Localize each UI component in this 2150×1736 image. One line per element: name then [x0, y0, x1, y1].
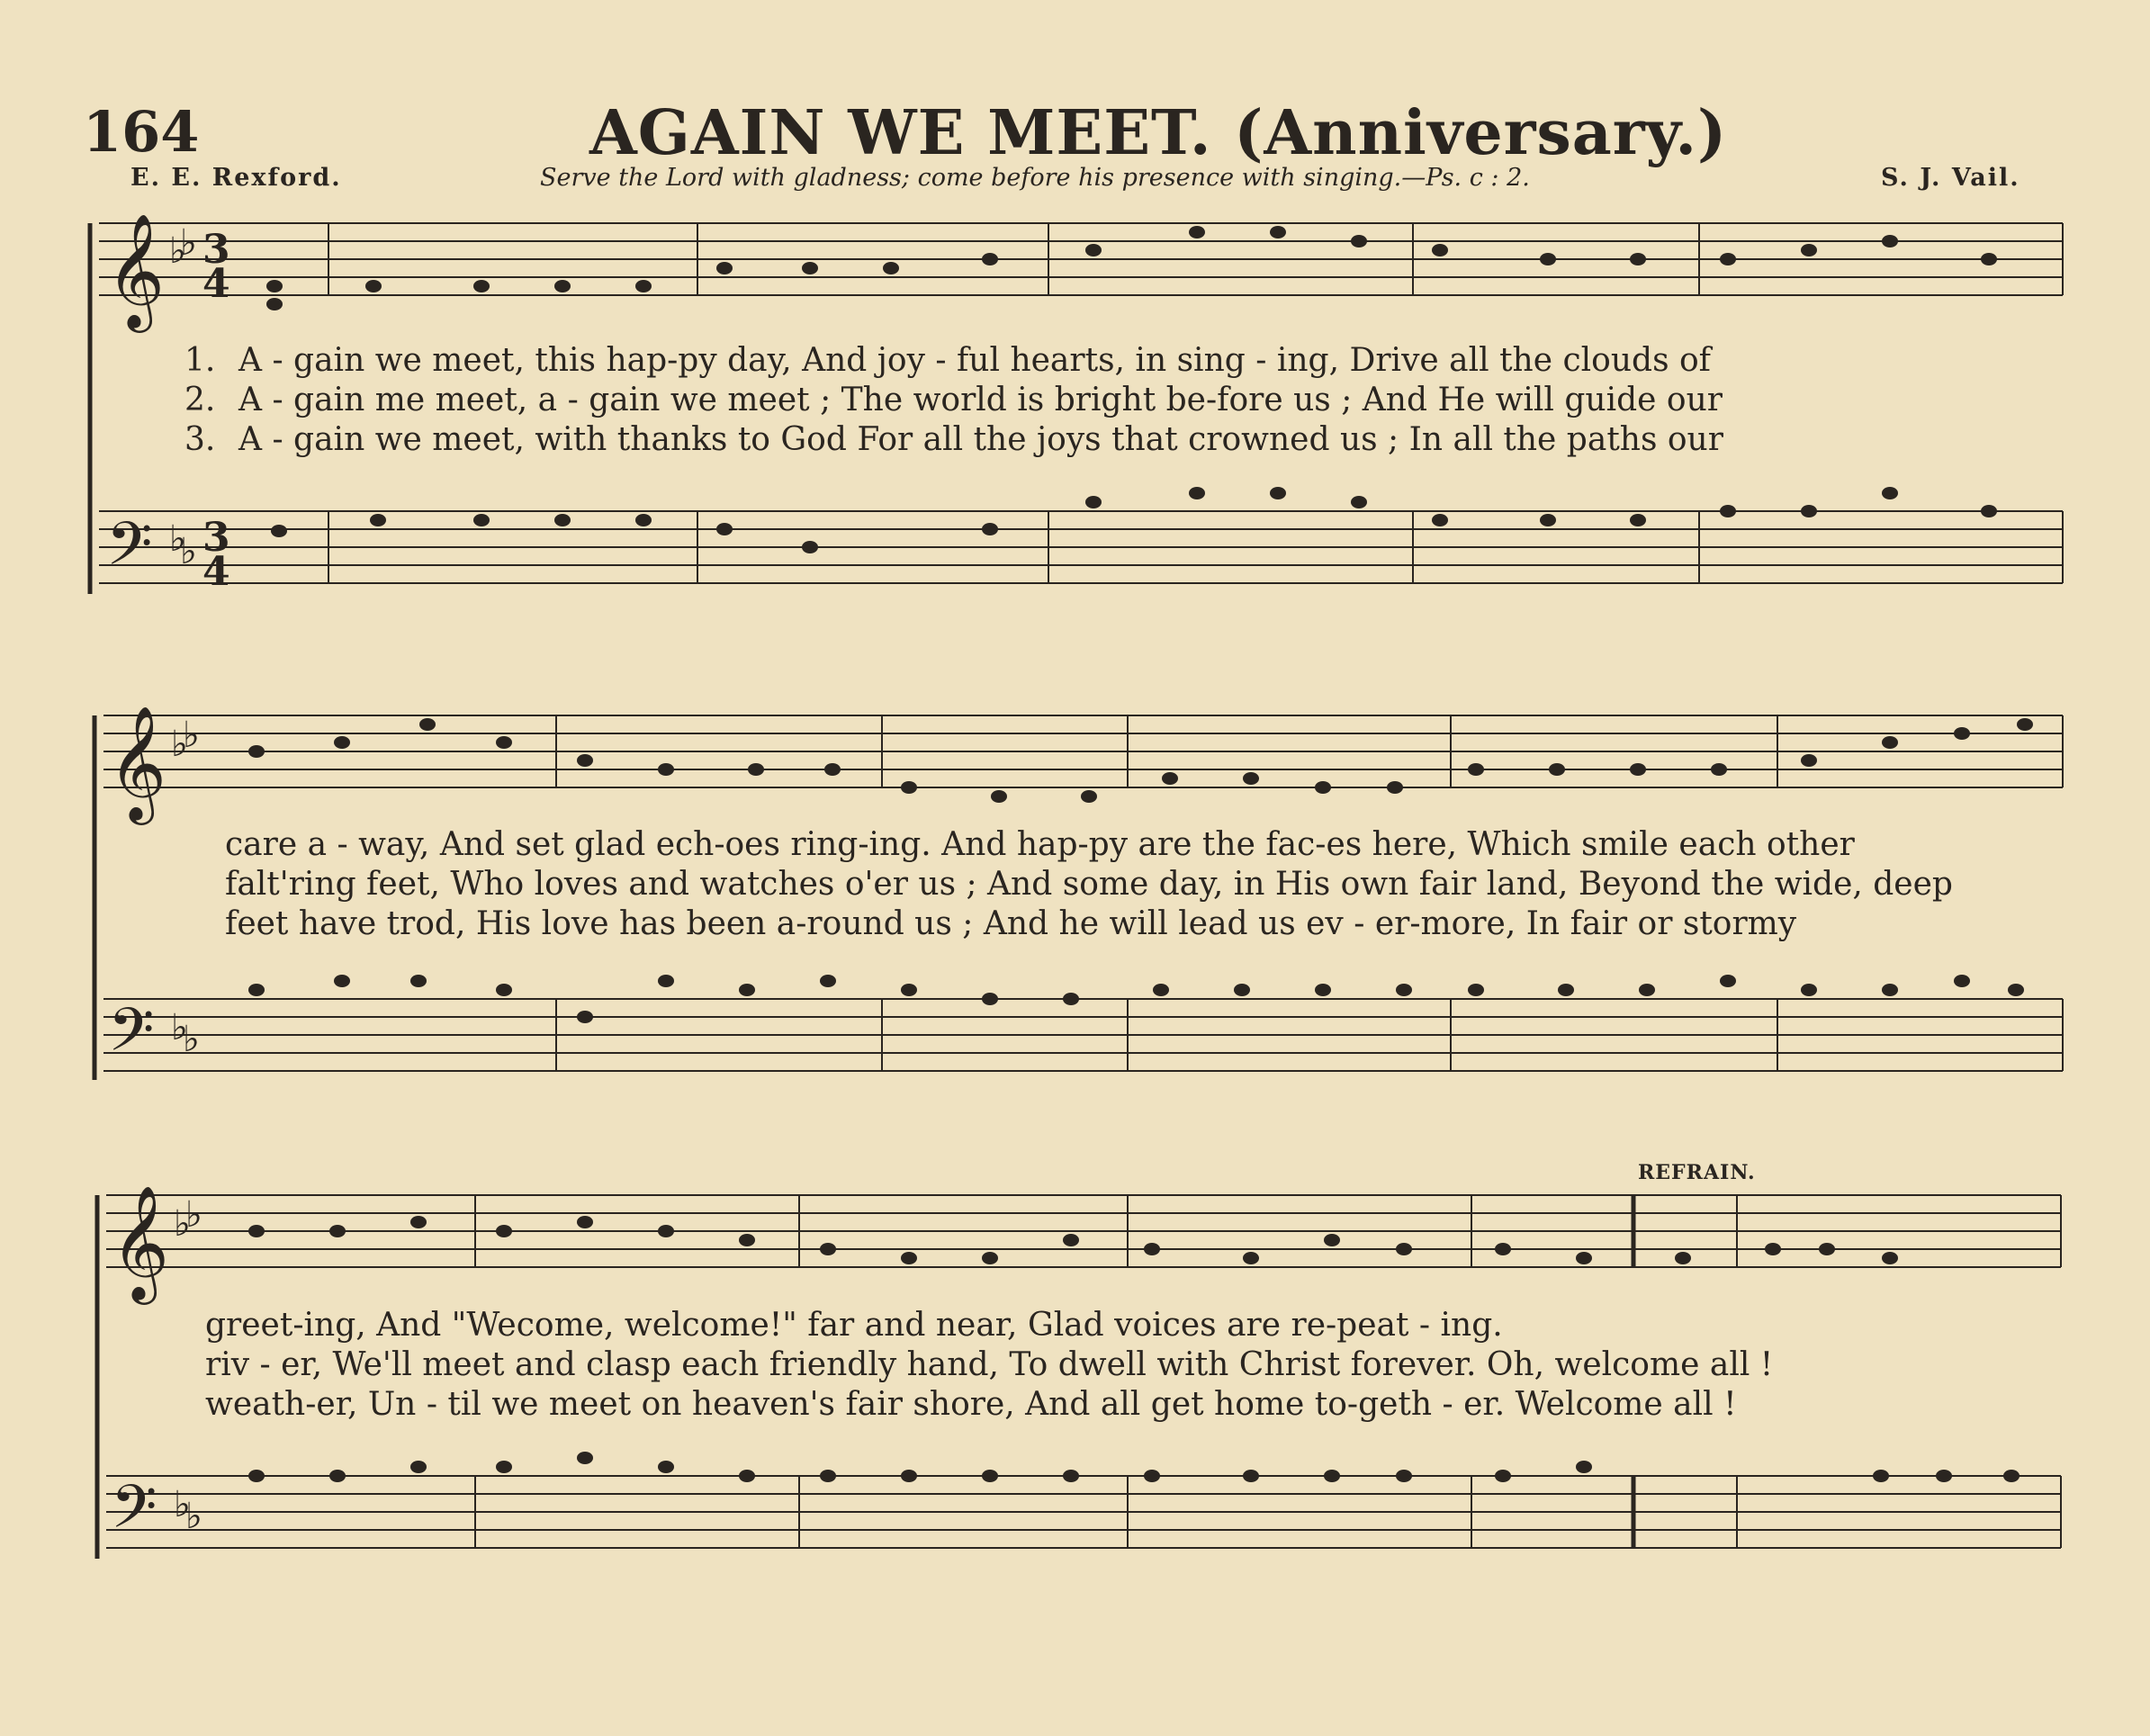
lyric-line-s2-v3: feet have trod, His love has been a-round us ; And he will lead us ev - er-more, In fair or stormy — [225, 905, 1797, 942]
svg-text:♭: ♭ — [174, 1203, 191, 1245]
system3-bass-staff — [106, 1476, 2061, 1548]
svg-text:♭: ♭ — [180, 531, 197, 572]
svg-text:♭: ♭ — [171, 724, 188, 765]
verse-number: 2. — [184, 382, 216, 418]
lyric-text: A - gain we meet, this hap-py day, And joy - ful hearts, in sing - ing, Drive all the clouds of — [238, 342, 1711, 379]
svg-text:♭: ♭ — [180, 222, 197, 264]
lyric-line-s2-v2: falt'ring feet, Who loves and watches o'er us ; And some day, in His own fair land, Beyond the wide, deep — [225, 866, 1953, 903]
system3-treble-staff — [106, 1195, 2061, 1267]
svg-text:𝄞: 𝄞 — [106, 212, 166, 328]
svg-text:♭: ♭ — [185, 1496, 202, 1537]
time-sig-top: 3 — [202, 227, 230, 273]
lyric-line-s3-v1: greet-ing, And "Wecome, welcome!" far and near, Glad voices are re-peat - ing. — [205, 1307, 1503, 1344]
svg-text:♭: ♭ — [183, 715, 200, 756]
svg-text:♭: ♭ — [183, 1019, 200, 1060]
composer-credit: S. J. Vail. — [1881, 164, 2020, 192]
svg-text:♭: ♭ — [171, 1007, 188, 1048]
system2-bass-staff — [103, 999, 2063, 1071]
page-number: 164 — [83, 99, 200, 165]
scripture-epigraph: Serve the Lord with gladness; come before his presence with singing.—Ps. c : 2. — [540, 164, 1530, 192]
lyric-line-s3-v3: weath-er, Un - til we meet on heaven's fair shore, And all get home to-geth - er. Welcome all ! — [205, 1386, 1737, 1423]
author-credit: E. E. Rexford. — [130, 164, 342, 192]
lyric-line-s2-v1: care a - way, And set glad ech-oes ring-ing. And hap-py are the fac-es here, Which smile each other — [225, 826, 1855, 863]
svg-text:♭: ♭ — [169, 518, 186, 560]
verse-number: 1. — [184, 342, 216, 379]
verse-number: 3. — [184, 421, 216, 458]
time-sig-bottom-bass: 4 — [202, 549, 230, 595]
svg-text:𝄢: 𝄢 — [111, 1472, 157, 1556]
lyric-text: A - gain we meet, with thanks to God For all the joys that crowned us ; In all the paths our — [238, 421, 1723, 458]
lyric-line-s1-v2 — [184, 382, 1723, 418]
svg-text:𝄞: 𝄞 — [108, 705, 167, 820]
svg-text:♭: ♭ — [169, 230, 186, 272]
system1-treble-staff — [99, 223, 2063, 295]
svg-text:♭: ♭ — [185, 1194, 202, 1236]
lyric-line-s1-v3 — [184, 421, 1723, 458]
svg-text:𝄢: 𝄢 — [108, 995, 155, 1079]
svg-text:𝄢: 𝄢 — [106, 509, 153, 593]
system1-bass-staff — [99, 511, 2063, 583]
hymn-title: AGAIN WE MEET. (Anniversary.) — [589, 97, 1728, 169]
time-sig-bottom: 4 — [202, 261, 230, 307]
svg-text:♭: ♭ — [174, 1484, 191, 1525]
lyric-line-s3-v2: riv - er, We'll meet and clasp each friendly hand, To dwell with Christ forever. Oh, welcome all ! — [205, 1346, 1774, 1383]
svg-text:𝄞: 𝄞 — [111, 1184, 170, 1300]
system2-treble-staff — [103, 715, 2063, 787]
lyric-line-s1-v1 — [184, 342, 1711, 379]
refrain-label: REFRAIN. — [1638, 1161, 1756, 1184]
lyric-text: A - gain me meet, a - gain we meet ; The world is bright be-fore us ; And He will guide our — [238, 382, 1723, 418]
time-sig-top-bass: 3 — [202, 515, 230, 561]
